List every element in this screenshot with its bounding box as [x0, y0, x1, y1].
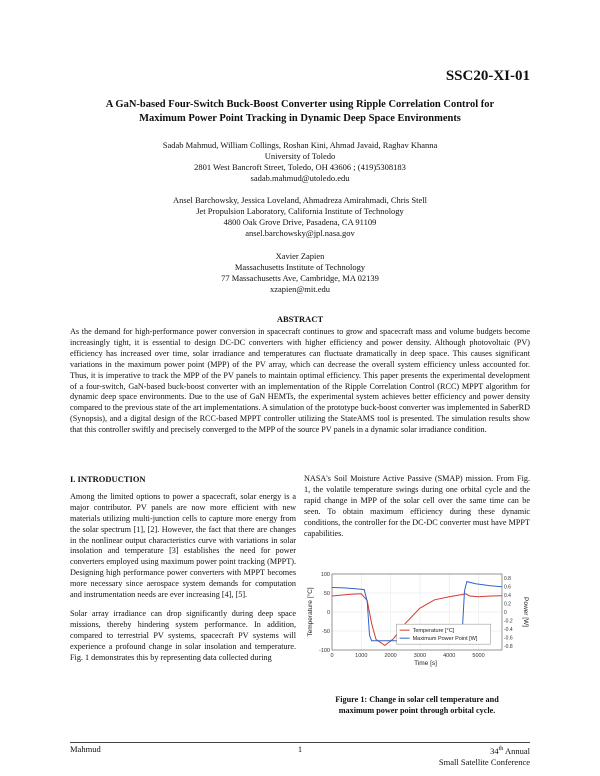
caption-line-1: Figure 1: Change in solar cell temperature and	[335, 695, 499, 704]
paper-id: SSC20-XI-01	[445, 68, 530, 84]
y-right-tick-label: 0.2	[504, 601, 511, 608]
y-left-tick-label: 50	[323, 591, 330, 597]
title-line-2: Maximum Power Point Tracking in Dynamic Deep Space Environments	[139, 113, 461, 124]
left-column	[70, 474, 296, 672]
x-tick-label: 1000	[355, 653, 368, 659]
conference-line-2: Small Satellite Conference	[438, 756, 530, 767]
figure-1	[304, 568, 530, 668]
figure-1-caption	[304, 694, 530, 716]
title-line-1: A GaN-based Four-Switch Buck-Boost Converter using Ripple Correlation Control for	[105, 99, 495, 110]
x-tick-label: 2000	[384, 653, 397, 659]
footer-divider	[70, 742, 530, 743]
conference-ordinal: th	[498, 746, 504, 752]
legend-label-temperature: Temperature [°C]	[412, 628, 455, 635]
conference-number: 34	[490, 745, 499, 756]
address: 77 Massachusetts Ave, Cambridge, MA 02139	[221, 273, 379, 283]
footer-author: Mahmud	[70, 744, 101, 754]
chart-legend	[397, 624, 491, 644]
y-right-tick-label: 0	[504, 610, 507, 616]
y-left-tick-label: 0	[326, 610, 330, 616]
y-right-tick-label: 0.4	[504, 593, 511, 600]
section-heading-introduction: I. INTRODUCTION	[70, 474, 146, 484]
paper-title	[70, 98, 530, 126]
right-column	[304, 474, 530, 547]
page-number: 1	[297, 744, 303, 754]
y-right-tick-label: 0.8	[504, 576, 511, 583]
footer-conference	[439, 744, 530, 768]
y-right-tick-label: -0.4	[504, 626, 513, 633]
address: 2801 West Bancroft Street, Toledo, OH 43606 ; (419)5308183	[194, 162, 406, 172]
abstract-text: As the demand for high-performance power conversion in spacecraft continues to grow and spacecraft mass and volume budgets become increasingly tight, it is essential to design DC-DC converters with higher efficiency and power density. Although photovoltaic (PV) efficiency has increased over time, solar irradiance and temperatures can fluctuate dramatically in deep space. This causes significant variations in the maximum power point (MPP) of the PV array, which can decrease the overall system efficiency unless accounted for. Thus, it is imperative to track the MPP of the PV panels to maintain optimal efficiency. This paper presents the experimental development of a four-switch, GaN-based buck-boost converter with an implementation of the Ripple Correlation Control (RCC) MPPT algorithm for dynamic deep space environments. Due to the use of GaN HEMTs, the experimental system achieves better efficiency and power density compared to the previous state of the art implementations. A simulation of the prototype buck-boost converter was implemented in SaberRD (Synopsis), and a digital design of the RCC-based MPPT controller utilizing the StateAMS tool is presented. The simulation results show that this controller swiftly and precisely converged to the MPP of the source PV panels in a dynamic solar irradiance condition.	[70, 327, 530, 435]
y-right-tick-label: 0.6	[504, 584, 511, 591]
institution: University of Toledo	[264, 151, 336, 161]
institution: Massachusetts Institute of Technology	[234, 262, 366, 272]
author-list: Ansel Barchowsky, Jessica Loveland, Ahmadreza Amirahmadi, Chris Stell	[173, 195, 427, 205]
y-left-tick-label: 100	[320, 572, 330, 578]
intro-paragraph-3: NASA's Soil Moisture Active Passive (SMAP) mission. From Fig. 1, the volatile temperature swings during one orbital cycle and the rapid change in MPP of the solar cell over the same time can be seen. To obtain maximum efficiency during these dynamic conditions, the controller for the DC-DC converter must have MPPT capabilities.	[304, 474, 530, 538]
caption-line-2: maximum power point through orbital cycle.	[338, 706, 496, 715]
email: sadab.mahmud@utoledo.edu	[250, 173, 350, 183]
intro-paragraph-1: Among the limited options to power a spacecraft, solar energy is a major contributor. PV panels are now more efficient with new materials utilizing multi-junction cells to capture more energy from the solar spectrum [1], [2]. However, the fact that there are changes in the nonlinear output characteristics curve with variations in solar insolation and temperature [3] establishes the need for power converters employed using maximum power point tracking (MPPT). Designing high performance power converters with MPPT becomes more necessary since aerospace system demands for computation and instrumentation needs are ever increasing [4], [5].	[70, 491, 296, 600]
affiliation-toledo	[70, 140, 530, 184]
y-left-tick-label: -50	[322, 629, 330, 635]
x-tick-label: 0	[330, 653, 334, 659]
x-tick-label: 4000	[443, 653, 456, 659]
author-list: Xavier Zapien	[275, 251, 325, 261]
conference-annual: Annual	[503, 745, 530, 756]
email: ansel.barchowsky@jpl.nasa.gov	[245, 228, 355, 238]
x-tick-label: 5000	[472, 653, 485, 659]
address: 4800 Oak Grove Drive, Pasadena, CA 91109	[223, 217, 377, 227]
legend-label-max-power: Maximum Power Point [W]	[412, 636, 478, 643]
y-right-tick-label: -0.2	[504, 618, 513, 625]
institution: Jet Propulsion Laboratory, California Institute of Technology	[196, 206, 404, 216]
conference-line-1	[439, 744, 530, 757]
figure-1-chart	[304, 568, 530, 668]
x-tick-label: 3000	[413, 653, 427, 659]
y-left-tick-label: -100	[318, 648, 330, 654]
y-axis-left-label: Temperature [°C]	[307, 587, 314, 637]
y-right-tick-label: -0.8	[504, 643, 513, 650]
intro-paragraph-2: Solar array irradiance can drop significantly during deep space missions, thereby hindering system performance. In addition, compared to terrestrial PV systems, spacecraft PV systems will experience a profound change in solar insolation and temperature. Fig. 1 demonstrates this by representing data collected during	[70, 608, 296, 662]
author-list: Sadab Mahmud, William Collings, Roshan Kini, Ahmad Javaid, Raghav Khanna	[162, 140, 438, 150]
y-axis-right-label: Power [W]	[522, 597, 529, 627]
y-right-tick-label: -0.6	[504, 635, 513, 642]
affiliation-jpl	[70, 195, 530, 239]
affiliation-mit	[70, 251, 530, 295]
x-axis-label: Time [s]	[414, 660, 437, 667]
email: xzapien@mit.edu	[270, 284, 330, 294]
abstract-heading: ABSTRACT	[276, 314, 324, 324]
